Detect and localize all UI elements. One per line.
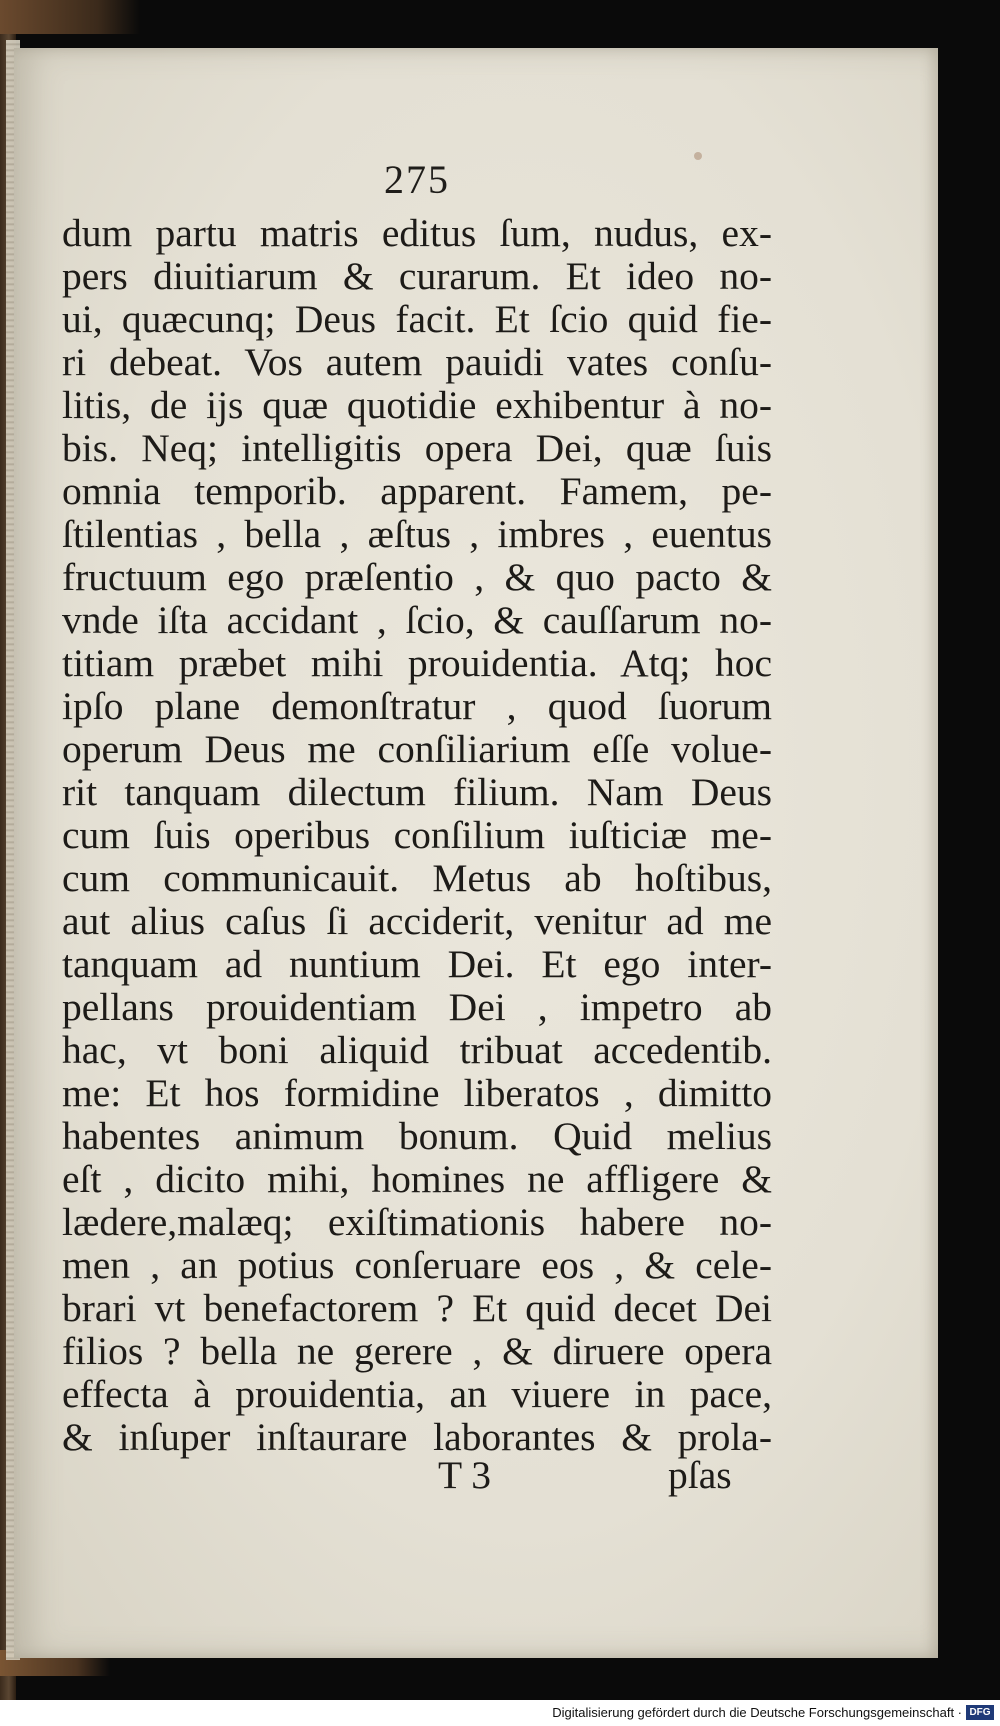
text-line: habentes animum bonum. Quid melius (62, 1114, 772, 1158)
dfg-logo: DFG (966, 1705, 994, 1720)
text-line: filios ? bella ne gerere , & diruere opera (62, 1329, 772, 1373)
cover-edge-top (0, 0, 140, 34)
text-line: men , an potius conſeruare eos , & cele- (62, 1243, 772, 1287)
text-line: cum ſuis operibus conſilium iuſticiæ me- (62, 813, 772, 857)
signature-mark: T 3 (438, 1453, 492, 1497)
text-line: operum Deus me conſiliarium eſſe volue- (62, 727, 772, 771)
page-number: 275 (384, 157, 450, 202)
text-line: cum communicauit. Metus ab hoſtibus, (62, 856, 772, 900)
text-line: vnde iſta accidant , ſcio, & cauſſarum no- (62, 598, 772, 642)
text-line: ui, quæcunq; Deus facit. Et ſcio quid fie- (62, 297, 772, 341)
text-line: ipſo plane demonſtratur , quod ſuorum (62, 684, 772, 728)
funding-credit: Digitalisierung gefördert durch die Deutsche Forschungsgemeinschaft · (552, 1705, 962, 1720)
text-line: eſt , dicito mihi, homines ne affligere & (62, 1157, 772, 1201)
text-line: effecta à prouidentia, an viuere in pace, (62, 1372, 772, 1416)
text-line: brari vt benefactorem ? Et quid decet Dei (62, 1286, 772, 1330)
footer-bar (0, 1700, 1000, 1726)
paper-stain (694, 152, 702, 160)
text-line: litis, de ijs quæ quotidie exhibentur à no- (62, 383, 772, 427)
text-line: tanquam ad nuntium Dei. Et ego inter- (62, 942, 772, 986)
text-line: titiam præbet mihi prouidentia. Atq; hoc (62, 641, 772, 685)
text-line: pers diuitiarum & curarum. Et ideo no- (62, 254, 772, 298)
page-text (62, 212, 772, 1459)
text-line: hac, vt boni aliquid tribuat accedentib. (62, 1028, 772, 1072)
text-line: dum partu matris editus ſum, nudus, ex- (62, 211, 772, 255)
catchword: pſas (668, 1453, 732, 1497)
text-line: omnia temporib. apparent. Famem, pe- (62, 469, 772, 513)
book-page (14, 48, 938, 1658)
text-line: me: Et hos formidine liberatos , dimitto (62, 1071, 772, 1115)
text-line: lædere,malæq; exiſtimationis habere no- (62, 1200, 772, 1244)
text-line: ri debeat. Vos autem pauidi vates conſu- (62, 340, 772, 384)
text-line: aut alius caſus ſi acciderit, venitur ad me (62, 899, 772, 943)
text-line: rit tanquam dilectum filium. Nam Deus (62, 770, 772, 814)
text-line: pellans prouidentiam Dei , impetro ab (62, 985, 772, 1029)
text-line: ſtilentias , bella , æſtus , imbres , euentus (62, 512, 772, 556)
text-line: & inſuper inſtaurare laborantes & prola- (62, 1415, 772, 1459)
text-line: bis. Neq; intelligitis opera Dei, quæ ſuis (62, 426, 772, 470)
text-line: fructuum ego præſentio , & quo pacto & (62, 555, 772, 599)
